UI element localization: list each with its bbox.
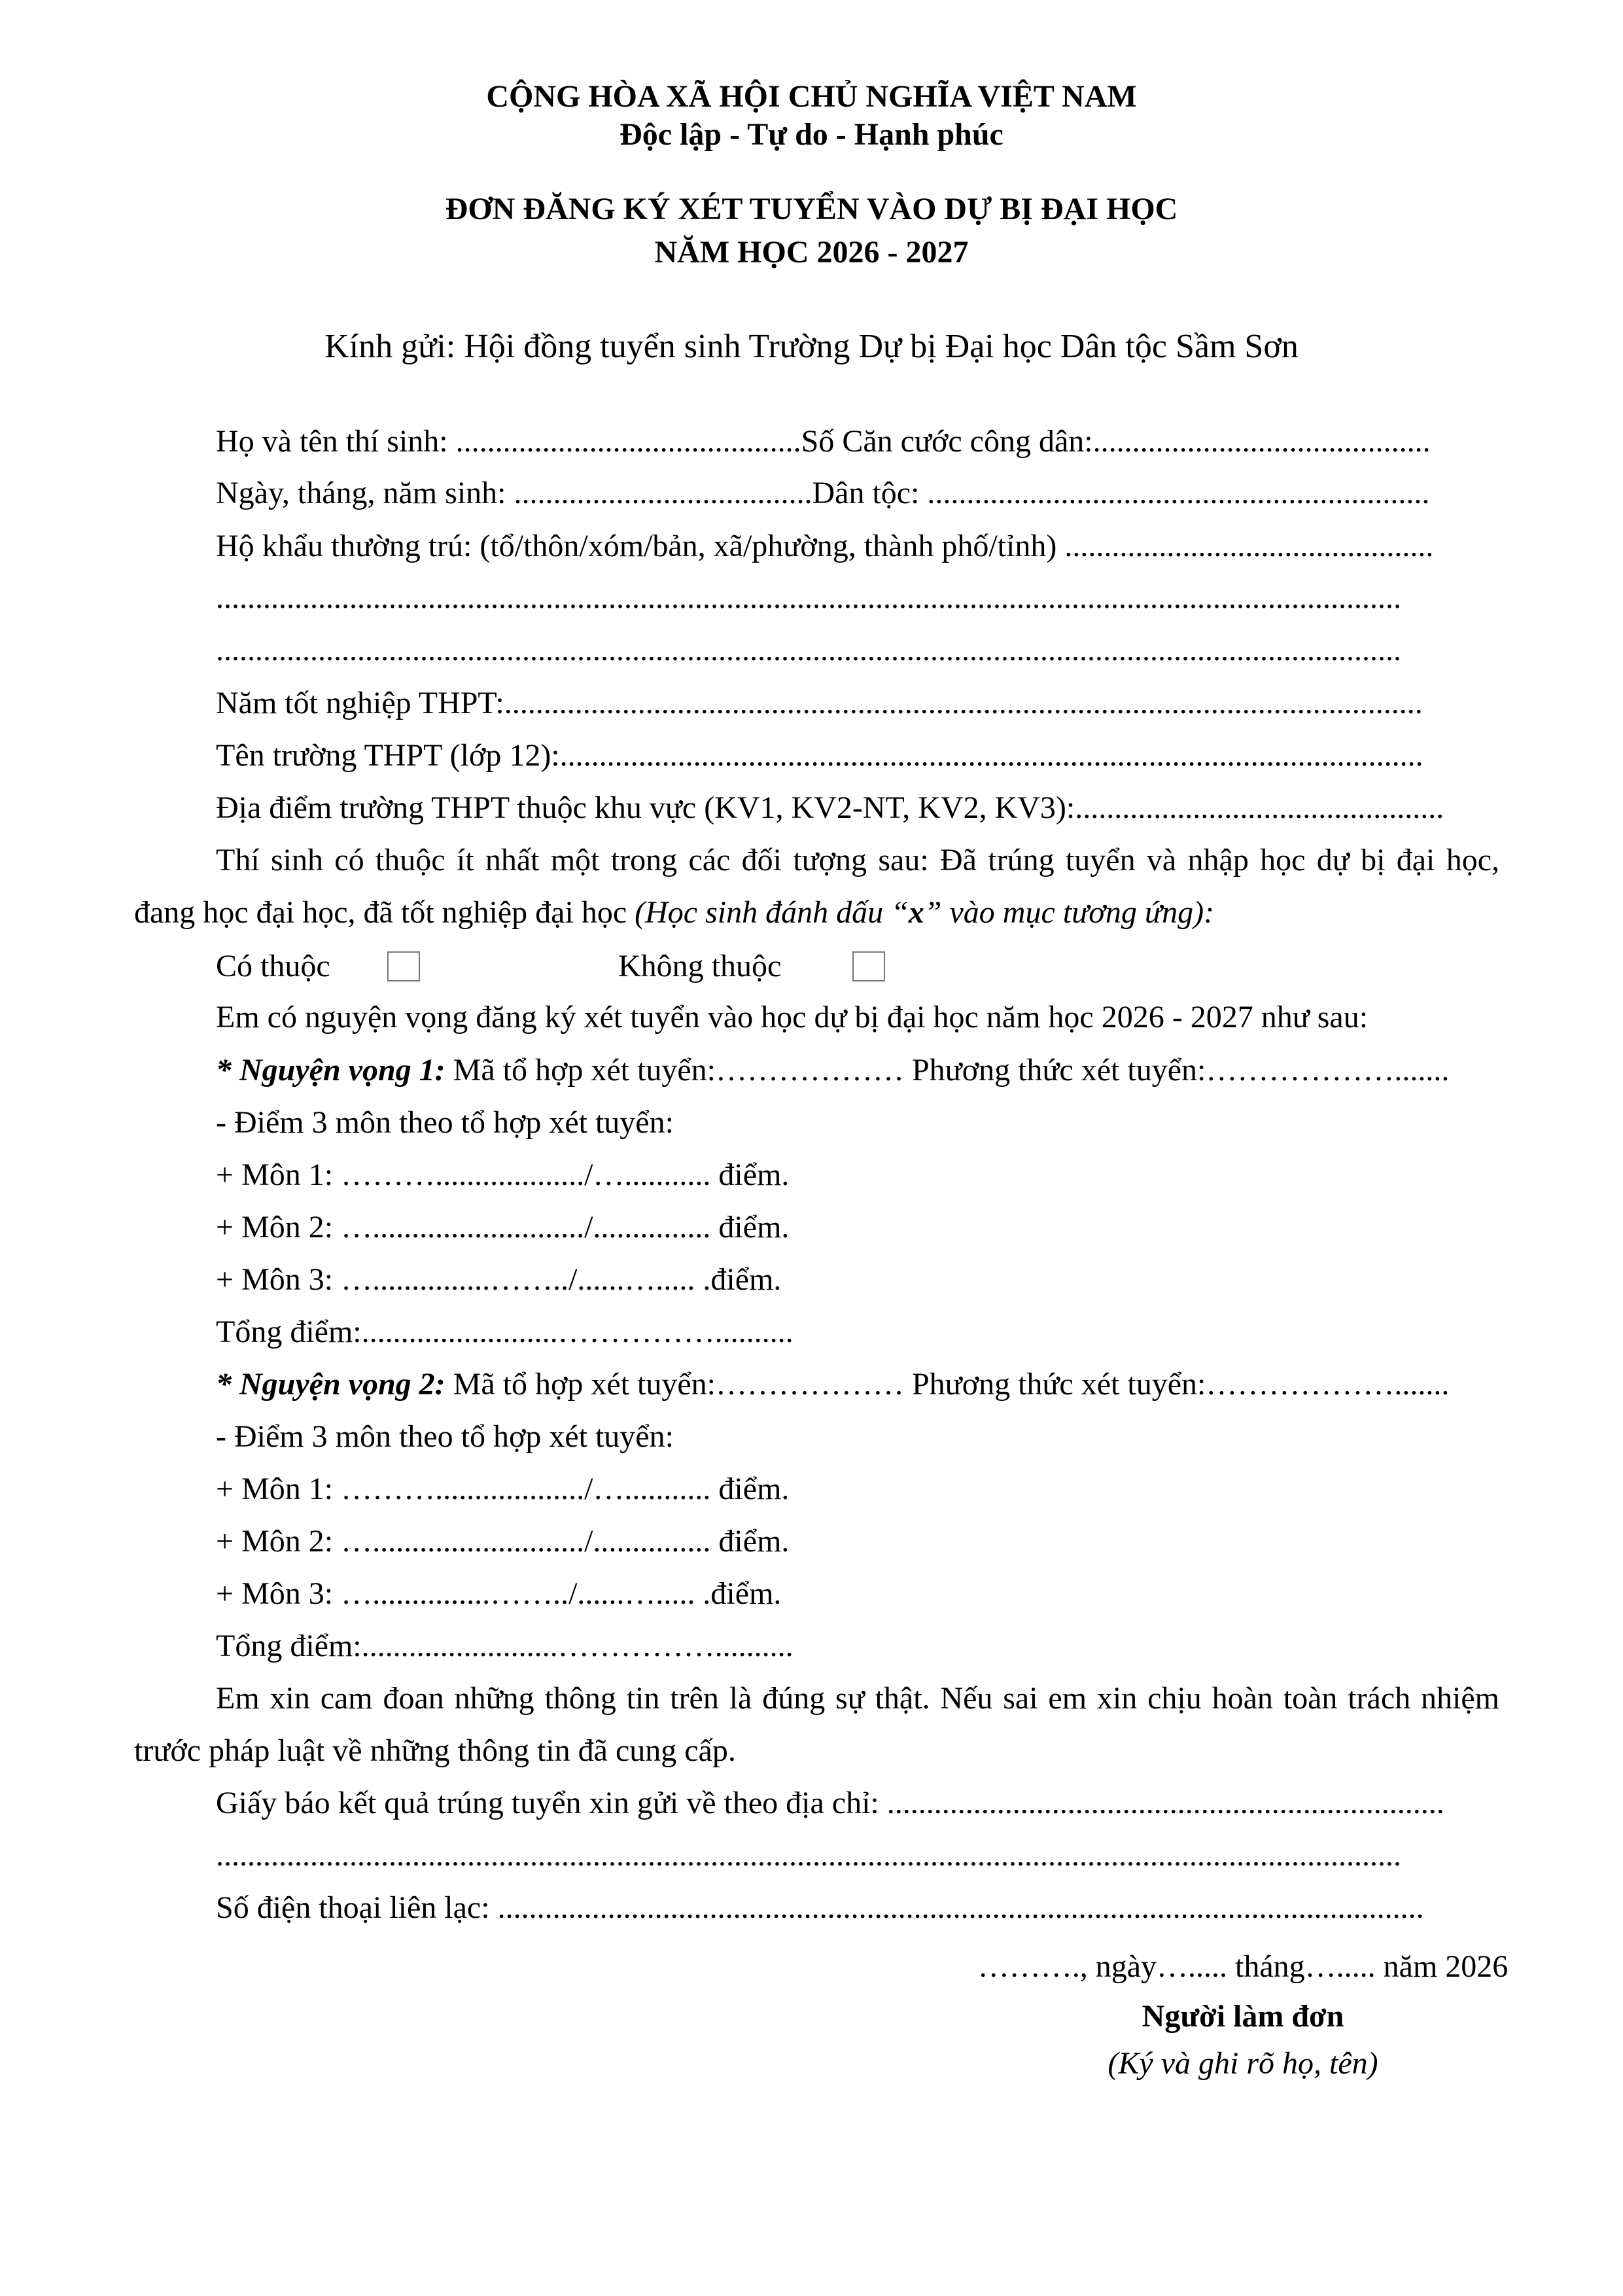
aspiration-1-subject-2[interactable]: + Môn 2: ….........................../............... điểm.: [216, 1210, 790, 1245]
eligibility-statement: Thí sinh có thuộc ít nhất một trong các đối tượng sau: Đã trúng tuyển và nhập học dự bị đại học,: [216, 843, 1499, 877]
aspiration-1-combo-line[interactable]: [216, 1051, 1449, 1090]
national-motto: Độc lập - Tự do - Hạnh phúc: [620, 117, 1003, 152]
aspiration-1-combo: Mã tổ hợp xét tuyển:……………… Phương thức xét tuyển:……………….......: [445, 1053, 1450, 1087]
phone-field[interactable]: Số điện thoại liên lạc: ......................................................................................................................: [216, 1890, 1424, 1925]
aspiration-1-label: * Nguyện vọng 1:: [216, 1053, 445, 1087]
result-address-continuation[interactable]: .......................................................................................................................................................: [216, 1838, 1401, 1873]
eligibility-note-end: ” vào mục tương ứng):: [924, 895, 1215, 930]
residence-field[interactable]: Hộ khẩu thường trú: (tổ/thôn/xóm/bản, xã/phường, thành phố/tỉnh) ...............................................: [216, 529, 1434, 563]
aspiration-1-subject-1[interactable]: + Môn 1: ……….................../…........... điểm.: [216, 1157, 790, 1192]
residence-continuation-1[interactable]: .......................................................................................................................................................: [216, 580, 1401, 615]
eligibility-statement-cont: [134, 893, 1214, 932]
aspiration-2-combo-line[interactable]: [216, 1365, 1449, 1404]
commitment-statement-cont: trước pháp luật về những thông tin đã cung cấp.: [134, 1733, 736, 1768]
aspiration-2-subject-3[interactable]: + Môn 3: …...............……../......…..... .điểm.: [216, 1576, 782, 1611]
eligibility-text: đang học đại học, đã tốt nghiệp đại học: [134, 895, 635, 930]
graduation-year-field[interactable]: Năm tốt nghiệp THPT:.....................................................................................................................: [216, 686, 1423, 720]
aspiration-1-total[interactable]: Tổng điểm:.........................……………..........: [216, 1315, 794, 1349]
aspiration-2-total[interactable]: Tổng điểm:.........................……………..........: [216, 1629, 794, 1663]
aspiration-2-combo: Mã tổ hợp xét tuyển:……………… Phương thức xét tuyển:……………….......: [445, 1367, 1450, 1402]
option-yes-label: Có thuộc: [216, 949, 330, 983]
form-school-year: NĂM HỌC 2026 - 2027: [654, 235, 969, 270]
result-address-field[interactable]: Giấy báo kết quả trúng tuyển xin gửi về theo địa chỉ: .......................................................................: [216, 1786, 1444, 1820]
eligibility-note-start: (Học sinh đánh dấu “: [635, 895, 909, 930]
aspiration-2-subjects-title: - Điểm 3 môn theo tổ hợp xét tuyển:: [216, 1419, 674, 1454]
name-and-id-field[interactable]: Họ và tên thí sinh: ............................................Số Căn cước công dân:...........................................: [216, 424, 1431, 459]
recipient-line: Kính gửi: Hội đồng tuyển sinh Trường Dự bị Đại học Dân tộc Sầm Sơn: [324, 328, 1299, 365]
national-title: CỘNG HÒA XÃ HỘI CHỦ NGHĨA VIỆT NAM: [486, 79, 1137, 114]
signer-title: Người làm đơn: [1142, 1999, 1344, 2034]
signature-date-line[interactable]: ………., ngày…..... tháng…..... năm 2026: [977, 1949, 1509, 1984]
aspiration-intro: Em có nguyện vọng đăng ký xét tuyển vào học dự bị đại học năm học 2026 - 2027 như sau:: [216, 1000, 1369, 1034]
aspiration-2-subject-1[interactable]: + Môn 1: ……….................../…........... điểm.: [216, 1472, 790, 1506]
form-title: ĐƠN ĐĂNG KÝ XÉT TUYỂN VÀO DỰ BỊ ĐẠI HỌC: [445, 192, 1178, 226]
aspiration-2-subject-2[interactable]: + Môn 2: ….........................../............... điểm.: [216, 1524, 790, 1559]
school-name-field[interactable]: Tên trường THPT (lớp 12):..............................................................................................................: [216, 738, 1423, 773]
aspiration-1-subjects-title: - Điểm 3 môn theo tổ hợp xét tuyển:: [216, 1105, 674, 1140]
dob-ethnicity-field[interactable]: Ngày, tháng, năm sinh: ......................................Dân tộc: ................................................................: [216, 476, 1430, 510]
option-yes-checkbox[interactable]: [387, 951, 420, 981]
eligibility-note-x: x: [908, 895, 924, 930]
residence-continuation-2[interactable]: .......................................................................................................................................................: [216, 633, 1401, 667]
motto-block: [0, 116, 1623, 153]
school-area-field[interactable]: Địa điểm trường THPT thuộc khu vực (KV1, KV2-NT, KV2, KV3):...............................................: [216, 790, 1444, 825]
option-no-checkbox[interactable]: [852, 951, 885, 981]
motto-wrap: [620, 116, 1003, 153]
aspiration-2-label: * Nguyện vọng 2:: [216, 1367, 445, 1402]
commitment-statement: Em xin cam đoan những thông tin trên là đúng sự thật. Nếu sai em xin chịu hoàn toàn trách nhiệm: [216, 1681, 1499, 1716]
signature-instruction: (Ký và ghi rõ họ, tên): [1108, 2046, 1378, 2081]
aspiration-1-subject-3[interactable]: + Môn 3: …...............……../......…..... .điểm.: [216, 1262, 782, 1297]
option-no-label: Không thuộc: [618, 949, 782, 983]
